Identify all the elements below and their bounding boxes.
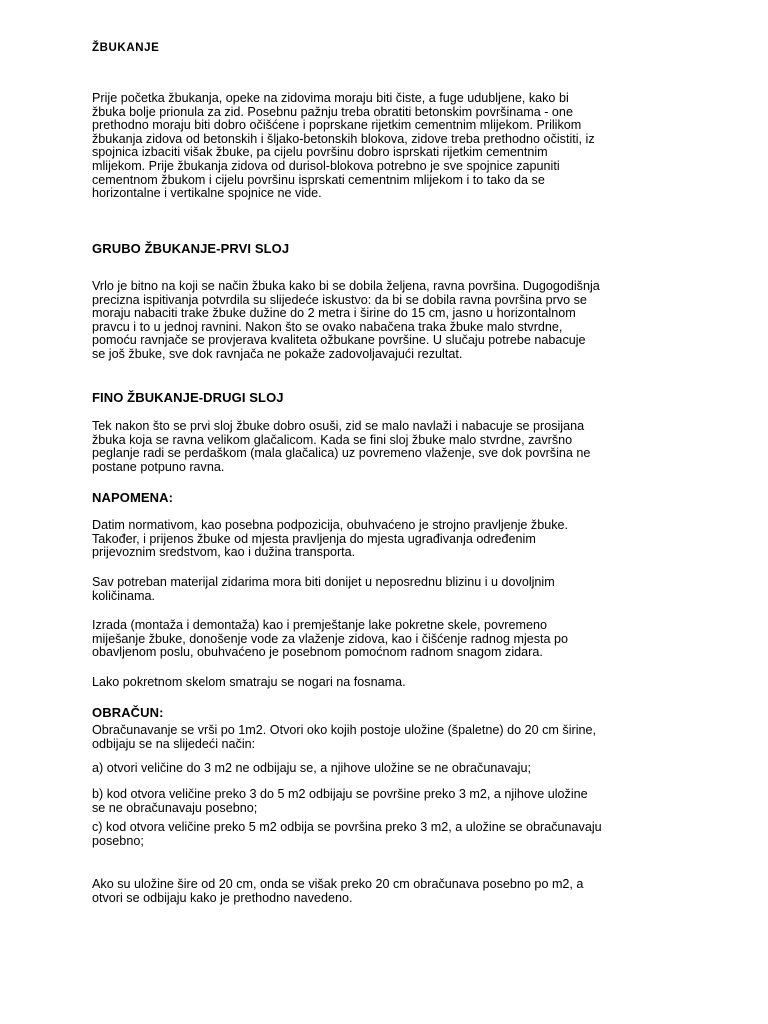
section-heading-obracun: OBRAČUN: — [92, 705, 164, 720]
obracun-paragraph-1: Obračunavanje se vrši po 1m2. Otvori oko kojih postoje uložine (špaletne) do 20 cm širine, odbijaju se na slijedeći način: — [92, 723, 597, 751]
section-heading-grubo: GRUBO ŽBUKANJE-PRVI SLOJ — [92, 241, 290, 256]
section-heading-napomena: NAPOMENA: — [92, 490, 174, 505]
napomena-paragraph-4: Lako pokretnom skelom smatraju se nogari na fosnama. — [92, 675, 406, 689]
obracun-paragraph-2: Ako su uložine šire od 20 cm, onda se višak preko 20 cm obračunava posebno po m2, a otvori se odbijaju kako je prethodno navedeno. — [92, 877, 584, 905]
document-title: ŽBUKANJE — [92, 42, 160, 54]
intro-paragraph: Prije početka žbukanja, opeke na zidovima moraju biti čiste, a fuge udubljene, kako bi žbuka bolje prionula za zid. Posebnu pažnju treba obratiti betonskim površinama - one prethodno moraju biti dobro očišćene i poprskane rijetkim cementnim mlijekom. Prilikom žbukanja zidova od betonskih i šljako-betonskih blokova, zidove treba prethodno očistiti, iz spojnica izbaciti višak žbuke, pa cijelu površinu dobro isprskati rijetkim cementnim mlijekom. Prije žbukanja zidova od durisol-blokova potrebno je sve spojnice zapuniti cementnom žbukom i cijelu površinu isprskati cementnim mlijekom i to tako da se horizontalne i vertikalne spojnice ne vide. — [92, 91, 595, 201]
obracun-item-c: c) kod otvora veličine preko 5 m2 odbija se površina preko 3 m2, a uložine se obračunavaju posebno; — [92, 820, 602, 848]
obracun-item-b: b) kod otvora veličine preko 3 do 5 m2 odbijaju se površine preko 3 m2, a njihove uložine se ne obračunavaju posebno; — [92, 787, 588, 815]
section-text-grubo: Vrlo je bitno na koji se način žbuka kako bi se dobila željena, ravna površina. Dugogodišnja precizna ispitivanja potvrdila su slijedeće iskustvo: da bi se dobila ravna površina prvo se moraju nabaciti trake žbuke dužine do 2 metra i širine do 15 cm, jasno u horizontalnom pravcu i to u jednoj ravnini. Nakon što se ovako nabačena traka žbuke malo stvrdne, pomoću ravnjače se provjerava kvaliteta ožbukane površine. U slučaju potrebe nabacuje se još žbuke, sve dok ravnjača ne pokaže zadovoljavajući rezultat. — [92, 279, 600, 361]
obracun-item-a: a) otvori veličine do 3 m2 ne odbijaju se, a njihove uložine se ne obračunavaju; — [92, 761, 531, 775]
napomena-paragraph-3: Izrada (montaža i demontaža) kao i premještanje lake pokretne skele, povremeno miješanje žbuke, donošenje vode za vlaženje zidova, kao i čišćenje radnog mjesta po obavljenom poslu, obuhvaćeno je posebnom pomoćnom radnom snagom zidara. — [92, 618, 569, 660]
section-heading-fino: FINO ŽBUKANJE-DRUGI SLOJ — [92, 390, 284, 405]
napomena-paragraph-2: Sav potreban materijal zidarima mora biti donijet u neposrednu blizinu i u dovoljnim količinama. — [92, 575, 555, 603]
napomena-paragraph-1: Datim normativom, kao posebna podpozicija, obuhvaćeno je strojno pravljenje žbuke. Također, i prijenos žbuke od mjesta pravljenja do mjesta ugrađivanja određenim prijevoznim sredstvom, kao i dužina transporta. — [92, 518, 569, 560]
section-text-fino: Tek nakon što se prvi sloj žbuke dobro osuši, zid se malo navlaži i nabacuje se prosijana žbuka koja se ravna velikom glačalicom. Kada se fini sloj žbuke malo stvrdne, završno peglanje radi se perdaškom (mala glačalica) uz povremeno vlaženje, sve dok površina ne postane potpuno ravna. — [92, 419, 591, 474]
